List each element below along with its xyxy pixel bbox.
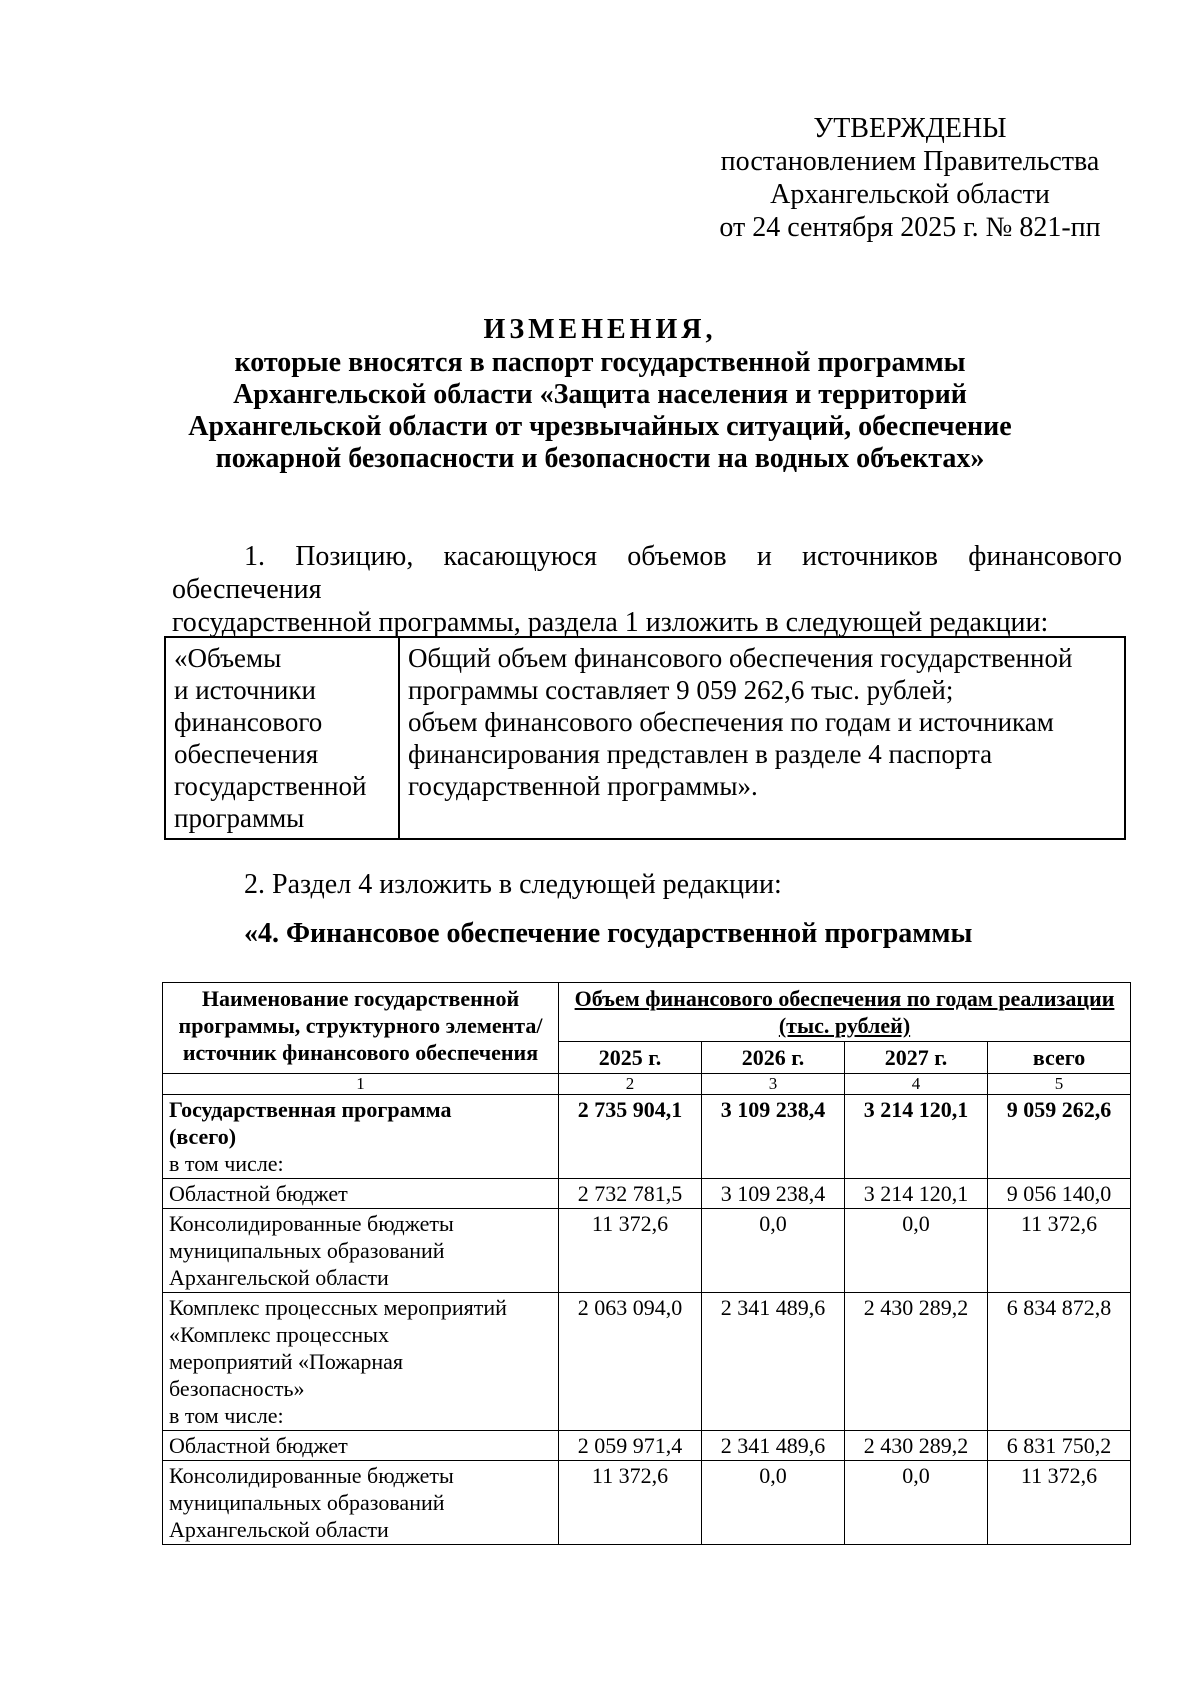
value-cell: 0,0 (702, 1461, 845, 1545)
approval-block (700, 112, 1120, 244)
cell-line: объем финансового обеспечения по годам и источникам (408, 707, 1054, 737)
row-name-line: в том числе: (169, 1403, 284, 1428)
index-cell: 4 (845, 1074, 988, 1095)
row-name-line: «Комплекс процессных (169, 1322, 389, 1347)
row-name-line: Комплекс процессных мероприятий (169, 1295, 507, 1320)
row-name-cell: Областной бюджет (163, 1431, 559, 1461)
passport-position-table (164, 636, 1126, 840)
row-name-line: Консолидированные бюджеты (169, 1463, 454, 1488)
index-row (163, 1074, 1131, 1095)
title-line: которые вносятся в паспорт государственной программы (234, 347, 966, 378)
header-volume: Объем финансового обеспечения по годам реализации (тыс. рублей) (559, 983, 1131, 1042)
value-cell: 2 341 489,6 (702, 1431, 845, 1461)
paragraph-line: 1. Позицию, касающуюся объемов и источников финансового обеспечения (172, 541, 1122, 605)
table-row (163, 1293, 1131, 1431)
cell-line: финансового (174, 707, 323, 737)
cell-line: государственной программы». (408, 771, 758, 801)
value-cell: 6 834 872,8 (988, 1293, 1131, 1431)
cell-line: программы (174, 803, 305, 833)
value-cell: 6 831 750,2 (988, 1431, 1131, 1461)
cell-line: финансирования представлен в разделе 4 паспорта (408, 739, 993, 769)
value-cell: 3 109 238,4 (702, 1179, 845, 1209)
value-cell: 2 430 289,2 (845, 1293, 988, 1431)
value-cell: 3 214 120,1 (845, 1179, 988, 1209)
passport-value-cell (399, 637, 1125, 839)
title-main: ИЗМЕНЕНИЯ, (483, 314, 717, 345)
row-name-cell (163, 1293, 559, 1431)
cell-line: Общий объем финансового обеспечения государственной (408, 643, 1073, 673)
document-title (160, 314, 1040, 475)
header-year: 2025 г. (559, 1042, 702, 1074)
header-year: 2027 г. (845, 1042, 988, 1074)
value-cell: 11 372,6 (988, 1209, 1131, 1293)
table-row (165, 637, 1125, 839)
paragraph-2: 2. Раздел 4 изложить в следующей редакции: (244, 869, 782, 900)
title-line: Архангельской области от чрезвычайных ситуаций, обеспечение (188, 411, 1012, 442)
value-cell: 3 109 238,4 (702, 1095, 845, 1179)
row-name-line: мероприятий «Пожарная (169, 1349, 403, 1374)
value-cell: 0,0 (845, 1209, 988, 1293)
value-cell: 3 214 120,1 (845, 1095, 988, 1179)
passport-label-cell (165, 637, 399, 839)
value-cell: 11 372,6 (559, 1209, 702, 1293)
row-name-cell (163, 1095, 559, 1179)
value-cell: 2 735 904,1 (559, 1095, 702, 1179)
value-cell: 2 063 094,0 (559, 1293, 702, 1431)
table-header-row (163, 983, 1131, 1042)
cell-line: «Объемы (174, 643, 282, 673)
value-cell: 0,0 (702, 1209, 845, 1293)
row-sub-line: в том числе: (169, 1151, 284, 1176)
row-name-cell (163, 1461, 559, 1545)
row-name-cell (163, 1209, 559, 1293)
table-row (163, 1095, 1131, 1179)
header-year: 2026 г. (702, 1042, 845, 1074)
value-cell: 2 732 781,5 (559, 1179, 702, 1209)
paragraph-line: государственной программы, раздела 1 изложить в следующей редакции: (172, 607, 1049, 638)
cell-line: и источники (174, 675, 316, 705)
row-name-cell: Областной бюджет (163, 1179, 559, 1209)
row-name-line: Государственная программа (169, 1097, 452, 1122)
value-cell: 9 056 140,0 (988, 1179, 1131, 1209)
title-line: пожарной безопасности и безопасности на водных объектах» (215, 443, 985, 474)
row-name-line: Консолидированные бюджеты (169, 1211, 454, 1236)
index-cell: 5 (988, 1074, 1131, 1095)
financial-table (162, 982, 1131, 1545)
title-line: Архангельской области «Защита населения и территорий (233, 379, 967, 410)
approval-date: от 24 сентября 2025 г. № 821-пп (719, 212, 1101, 243)
row-name-line: муниципальных образований (169, 1490, 445, 1515)
index-cell: 2 (559, 1074, 702, 1095)
cell-line: программы составляет 9 059 262,6 тыс. рублей; (408, 675, 954, 705)
row-name-line: безопасность» (169, 1376, 305, 1401)
paragraph-1 (172, 540, 1122, 639)
approval-heading: УТВЕРЖДЕНЫ (813, 113, 1007, 144)
section-title: «4. Финансовое обеспечение государственной программы (244, 918, 973, 949)
value-cell: 9 059 262,6 (988, 1095, 1131, 1179)
approval-line: Архангельской области (770, 179, 1050, 210)
table-row (163, 1209, 1131, 1293)
value-cell: 2 341 489,6 (702, 1293, 845, 1431)
approval-line: постановлением Правительства (720, 146, 1100, 177)
index-cell: 3 (702, 1074, 845, 1095)
value-cell: 11 372,6 (559, 1461, 702, 1545)
row-name-line: (всего) (169, 1124, 237, 1149)
row-name-line: Архангельской области (169, 1265, 389, 1290)
table-row (163, 1461, 1131, 1545)
row-name-line: Архангельской области (169, 1517, 389, 1542)
value-cell: 2 059 971,4 (559, 1431, 702, 1461)
cell-line: государственной (174, 771, 367, 801)
header-name: Наименование государственной программы, структурного элемента/источник финансового обеспечения (163, 983, 559, 1074)
value-cell: 2 430 289,2 (845, 1431, 988, 1461)
table-row (163, 1431, 1131, 1461)
header-total: всего (988, 1042, 1131, 1074)
table-row (163, 1179, 1131, 1209)
index-cell: 1 (163, 1074, 559, 1095)
row-name-line: муниципальных образований (169, 1238, 445, 1263)
value-cell: 0,0 (845, 1461, 988, 1545)
value-cell: 11 372,6 (988, 1461, 1131, 1545)
cell-line: обеспечения (174, 739, 319, 769)
